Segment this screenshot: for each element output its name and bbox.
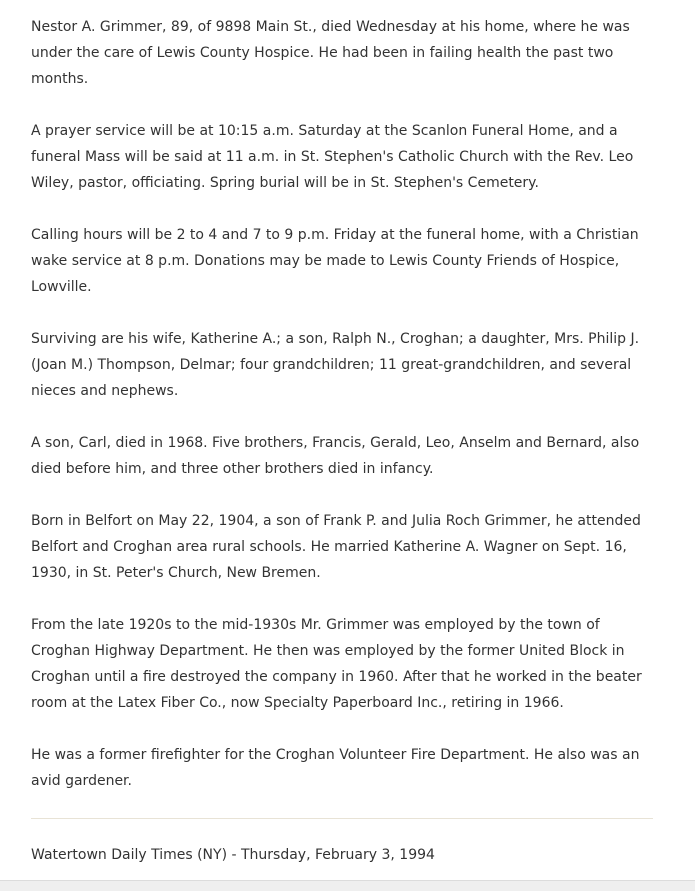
article-paragraph: From the late 1920s to the mid-1930s Mr. Grimmer was employed by the town of Croghan Highway Department. He then was employed by the former United Block in Croghan until a fire destroyed the company in 1960. After that he worked in the beater room at the Latex Fiber Co., now Specialty Paperboard Inc., retiring in 1966. [31,617,642,711]
article-paragraph: A prayer service will be at 10:15 a.m. Saturday at the Scanlon Funeral Home, and a funeral Mass will be said at 11 a.m. in St. Stephen's Catholic Church with the Rev. Leo Wiley, pastor, officiating. Spring burial will be in St. Stephen's Cemetery. [31,123,634,191]
source-divider [31,818,653,819]
horizontal-scrollbar[interactable] [0,880,695,891]
article-paragraph: Nestor A. Grimmer, 89, of 9898 Main St., died Wednesday at his home, where he was under the care of Lewis County Hospice. He had been in failing health the past two months. [31,19,630,87]
source-citation: Watertown Daily Times (NY) - Thursday, February 3, 1994 [31,847,435,863]
article-paragraph: Calling hours will be 2 to 4 and 7 to 9 p.m. Friday at the funeral home, with a Christian wake service at 8 p.m. Donations may be made to Lewis County Friends of Hospice, Lowville. [31,227,639,295]
article-paragraph: Surviving are his wife, Katherine A.; a son, Ralph N., Croghan; a daughter, Mrs. Philip J. (Joan M.) Thompson, Delmar; four grandchildren; 11 great-grandchildren, and several nieces and nephews. [31,331,640,399]
article-paragraph: Born in Belfort on May 22, 1904, a son of Frank P. and Julia Roch Grimmer, he attended Belfort and Croghan area rural schools. He married Katherine A. Wagner on Sept. 16, 1930, in St. Peter's Church, New Bremen. [31,513,641,581]
article-paragraph: A son, Carl, died in 1968. Five brothers, Francis, Gerald, Leo, Anselm and Bernard, also died before him, and three other brothers died in infancy. [31,435,640,477]
article-paragraph: He was a former firefighter for the Croghan Volunteer Fire Department. He also was an avid gardener. [31,747,640,789]
obituary-article [31,14,659,820]
